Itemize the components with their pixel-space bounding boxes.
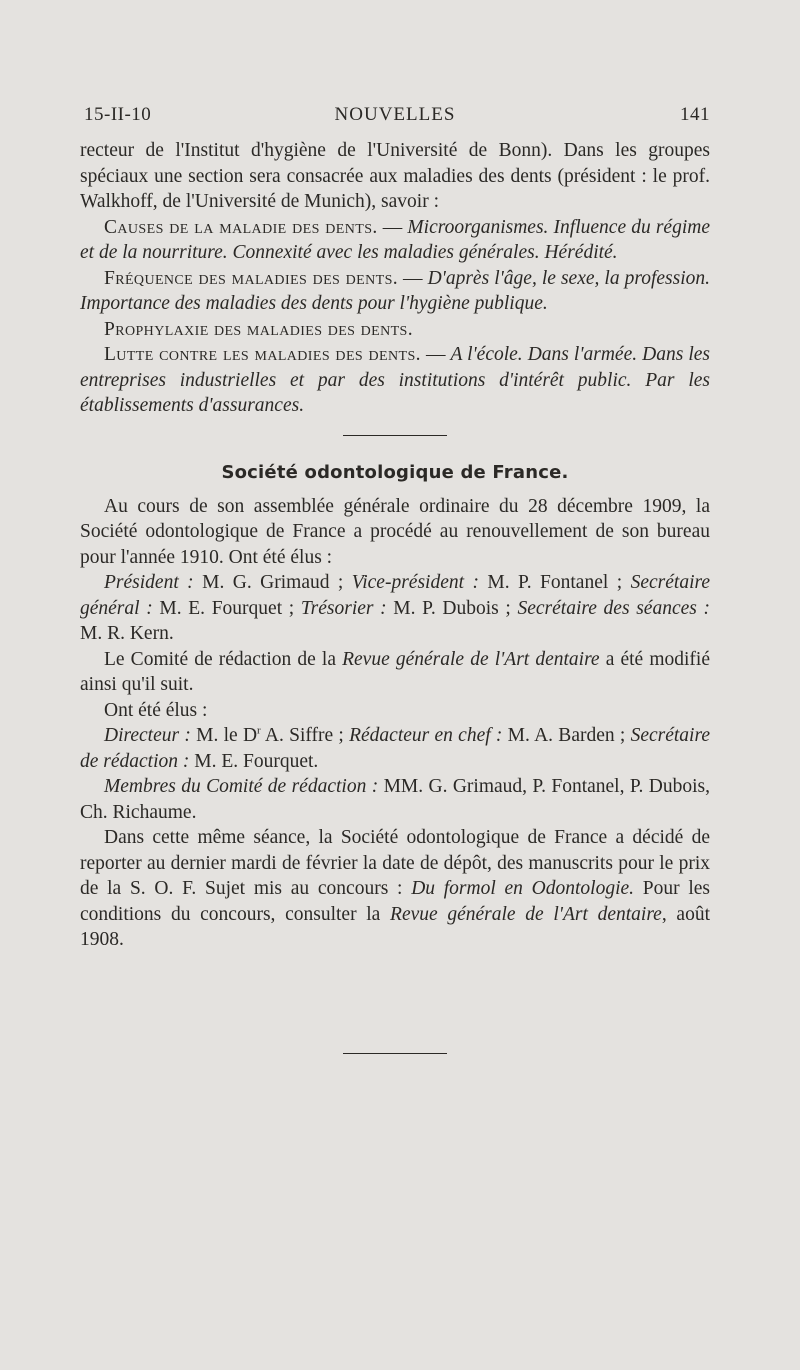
topic-detail: D'après l'âge, le sexe, la profession. Importance des maladies des dents pour l'hygiène publique. — [80, 267, 711, 314]
journal-title: Revue générale de l'Art dentaire — [390, 903, 662, 925]
topic-prophylaxie — [80, 317, 710, 343]
elected-paragraph: Ont été élus : — [104, 699, 208, 721]
contest-text: , août 1908. — [80, 903, 710, 950]
contest-text: Pour les conditions du concours, consulter la — [80, 878, 710, 925]
member-names: MM. G. Grimaud, P. Fontanel, P. Dubois, Ch. Richaume. — [80, 776, 710, 823]
topic-heading: Causes de la maladie des dents. — [104, 216, 378, 238]
role-label: Secrétaire de rédaction : — [80, 725, 710, 772]
member-name: M. le D — [190, 725, 258, 746]
role-label: Directeur : — [104, 725, 191, 746]
member-name: A. Siffre ; — [260, 725, 350, 746]
role-label: Vice-président : — [351, 572, 479, 593]
title-superscript: r — [257, 724, 261, 737]
member-name: M. E. Fourquet. — [189, 750, 319, 772]
end-divider — [343, 1053, 447, 1054]
members-paragraph — [80, 774, 710, 825]
intro-paragraph: recteur de l'Institut d'hygiène de l'Université de Bonn). Dans les groupes spéciaux une section sera consacrée aux maladies des dents (président : le prof. Walkhoff, de l'Université de Munich), savoir : — [80, 140, 710, 212]
member-name: M. A. Barden ; — [502, 725, 631, 746]
topic-heading: Prophylaxie des maladies des dents. — [104, 318, 413, 340]
document-page — [80, 100, 710, 1054]
role-label: Membres du Comité de rédaction : — [104, 776, 379, 797]
role-label: Rédacteur en chef : — [349, 725, 503, 746]
role-label: Président : — [104, 572, 194, 593]
committee-text: a été modifié ainsi qu'il suit. — [80, 648, 710, 695]
topic-heading: Fréquence des maladies des dents. — [104, 267, 399, 289]
committee-text: Le Comité de rédaction de la — [104, 648, 343, 670]
topic-heading: Lutte contre les maladies des dents. — [104, 344, 421, 365]
journal-title: Revue générale de l'Art dentaire — [342, 648, 600, 670]
editorial-paragraph — [80, 723, 710, 774]
committee-paragraph — [80, 647, 710, 698]
topic-causes — [80, 215, 710, 266]
topic-detail: A l'école. Dans l'armée. Dans les entreprises industrielles et par des institutions d'intérêt public. Par les établissements d'assurances. — [80, 344, 711, 416]
member-name: M. P. Fontanel ; — [478, 572, 631, 593]
section-name: NOUVELLES — [334, 104, 456, 125]
topic-lutte — [80, 342, 710, 419]
topic-detail: Microorganismes. Influence du régime et de la nourriture. Connexité avec les maladies générales. Hérédité. — [80, 216, 710, 263]
role-label: Secrétaire des séances : — [517, 597, 711, 619]
topic-frequence — [80, 266, 710, 317]
section-divider — [343, 435, 447, 436]
role-label: Trésorier : — [300, 597, 387, 619]
running-header — [80, 100, 710, 130]
page-number: 141 — [680, 104, 710, 125]
topic-dash: — — [398, 267, 428, 289]
section-title: Société odontologique de France. — [221, 461, 569, 483]
contest-text: Dans cette même séance, la Société odontologique de France a décidé de reporter au dernier mardi de février la date de dépôt, des manuscrits pour le prix de la S. O. F. Sujet mis au concours : — [80, 827, 710, 899]
contest-subject: Du formol en Odontologie. — [411, 878, 635, 899]
member-name: M. G. Grimaud ; — [193, 572, 352, 593]
assembly-paragraph: Au cours de son assemblée générale ordinaire du 28 décembre 1909, la Société odontologique de France a procédé au renouvellement de son bureau pour l'année 1910. Ont été élus : — [80, 495, 710, 568]
topic-dash: — — [420, 344, 451, 365]
member-name: M. E. Fourquet ; — [152, 597, 301, 619]
role-label: Secrétaire général : — [80, 572, 711, 619]
bureau-paragraph — [80, 570, 710, 647]
issue-date: 15-II-10 — [84, 104, 152, 125]
contest-paragraph — [80, 825, 710, 953]
member-name: M. R. Kern. — [80, 623, 174, 644]
topic-dash: — — [377, 216, 408, 238]
member-name: M. P. Dubois ; — [386, 597, 518, 619]
